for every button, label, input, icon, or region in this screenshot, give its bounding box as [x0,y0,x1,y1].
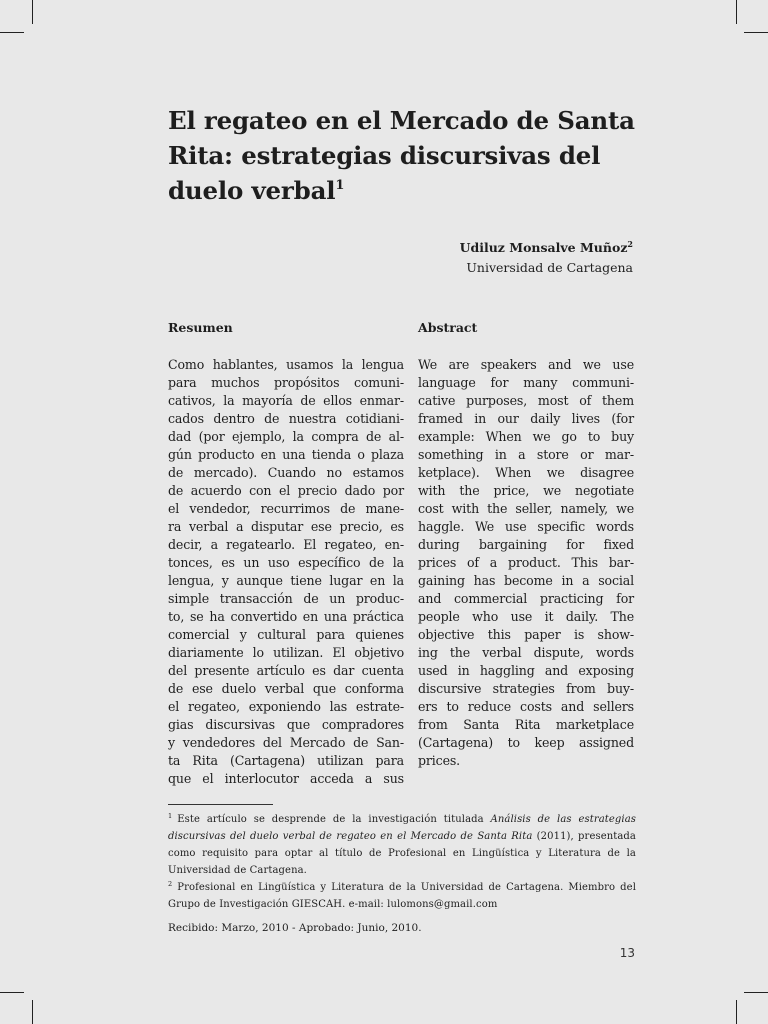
abstract-line: used in haggling and exposing [418,663,634,678]
abstract-line: prices of a product. This bar- [418,555,634,570]
resumen-line: de ese duelo verbal que conforma [168,681,404,696]
abstract-line: people who use it daily. The [418,609,634,624]
abstract-line: something in a store or mar- [418,447,634,462]
resumen-line: el vendedor, recurrimos de mane- [168,501,404,516]
footnote-1-italic-title: Análisis de las estrategias discursivas del duelo verbal de regateo en el Mercado de Santa Rita [168,814,636,842]
author-footnote-mark: 2 [627,239,633,249]
resumen-line: y vendedores del Mercado de San- [168,735,404,750]
abstract-line: from Santa Rita marketplace [418,717,634,732]
resumen-line: dad (por ejemplo, la compra de al- [168,429,404,444]
author-affiliation: Universidad de Cartagena [466,260,633,275]
resumen-line: lengua, y aunque tiene lugar en la [168,573,404,588]
title-line-2: Rita: estrategias discursivas del [168,141,601,170]
resumen-line: ta Rita (Cartagena) utilizan para [168,753,404,768]
abstract-heading: Abstract [418,320,478,335]
abstract-line: and commercial practicing for [418,591,634,606]
resumen-line: decir, a regatearlo. El regateo, en- [168,537,404,552]
abstract-line: (Cartagena) to keep assigned [418,735,634,750]
footnote-1-prefix: Este artículo se desprende de la investigación titulada [177,814,491,825]
abstract-line: cost with the seller, namely, we [418,501,634,516]
footnote-1-suffix: (2011), presentada como requisito para optar al título de Profesional en Lingüística y Literatura de la Universidad de Cartagena. [168,831,636,876]
abstract-line: We are speakers and we use [418,357,634,372]
crop-mark-top-right-h [744,32,768,33]
crop-mark-bottom-right [736,1000,737,1024]
title-line-1: El regateo en el Mercado de Santa [168,106,635,135]
resumen-line: gias discursivas que compradores [168,717,404,732]
crop-mark-top-left [32,0,33,24]
resumen-column [168,318,404,788]
footnote-1 [168,811,636,879]
footnote-2-mark: 2 [168,880,173,888]
resumen-line: ra verbal a disputar ese precio, es [168,519,404,534]
resumen-heading: Resumen [168,320,233,335]
resumen-line: cados dentro de nuestra cotidiani- [168,411,404,426]
abstract-line: ers to reduce costs and sellers [418,699,634,714]
abstract-column [418,318,634,770]
crop-mark-top-left-h [0,32,24,33]
title-line-3: duelo verbal [168,176,336,205]
abstract-line: gaining has become in a social [418,573,634,588]
abstract-line: prices. [418,753,461,768]
resumen-line: el regateo, exponiendo las estrate- [168,699,404,714]
abstract-body [418,356,634,770]
footnote-2 [168,879,636,913]
resumen-line: del presente artículo es dar cuenta [168,663,404,678]
resumen-line: de acuerdo con el precio dado por [168,483,404,498]
author-name-text: Udiluz Monsalve Muñoz [459,240,628,255]
abstract-line: ing the verbal dispute, words [418,645,634,660]
footnote-1-mark: 1 [168,812,173,820]
resumen-line: simple transacción de un produc- [168,591,404,606]
resumen-body [168,356,404,788]
crop-mark-bottom-left [32,1000,33,1024]
abstract-line: objective this paper is show- [418,627,634,642]
abstract-line: cative purposes, most of them [418,393,634,408]
page-number: 13 [619,946,635,960]
author-name [460,238,633,258]
title-footnote-mark: 1 [335,178,345,193]
resumen-line: para muchos propósitos comuni- [168,375,404,390]
abstract-line: ketplace). When we disagree [418,465,634,480]
resumen-line: gún producto en una tienda o plaza [168,447,404,462]
resumen-line: diariamente lo utilizan. El objetivo [168,645,404,660]
abstract-line: during bargaining for fixed [418,537,634,552]
footnote-rule [168,804,273,805]
crop-mark-bottom-left-h [0,992,24,993]
abstract-line: discursive strategies from buy- [418,681,634,696]
resumen-line: de mercado). Cuando no estamos [168,465,404,480]
resumen-line: Como hablantes, usamos la lengua [168,357,404,372]
resumen-line: cativos, la mayoría de ellos enmar- [168,393,404,408]
crop-mark-bottom-right-h [744,992,768,993]
author-block [460,238,633,278]
article-title [168,103,638,208]
crop-mark-top-right [736,0,737,24]
resumen-line: que el interlocutor acceda a sus [168,771,404,786]
resumen-line: tonces, es un uso específico de la [168,555,404,570]
resumen-line: to, se ha convertido en una práctica [168,609,404,624]
footnote-2-text: Profesional en Lingüística y Literatura de la Universidad de Cartagena. Miembro del Grupo de Investigación GIESCAH. e-mail: lulomons@gmail.com [168,882,636,910]
abstract-line: with the price, we negotiate [418,483,634,498]
abstract-line: framed in our daily lives (for [418,411,634,426]
footnotes [168,811,636,913]
abstract-line: example: When we go to buy [418,429,634,444]
received-dates: Recibido: Marzo, 2010 - Aprobado: Junio, 2010. [168,922,422,934]
abstract-line: language for many communi- [418,375,634,390]
abstract-line: haggle. We use specific words [418,519,634,534]
resumen-line: comercial y cultural para quienes [168,627,404,642]
